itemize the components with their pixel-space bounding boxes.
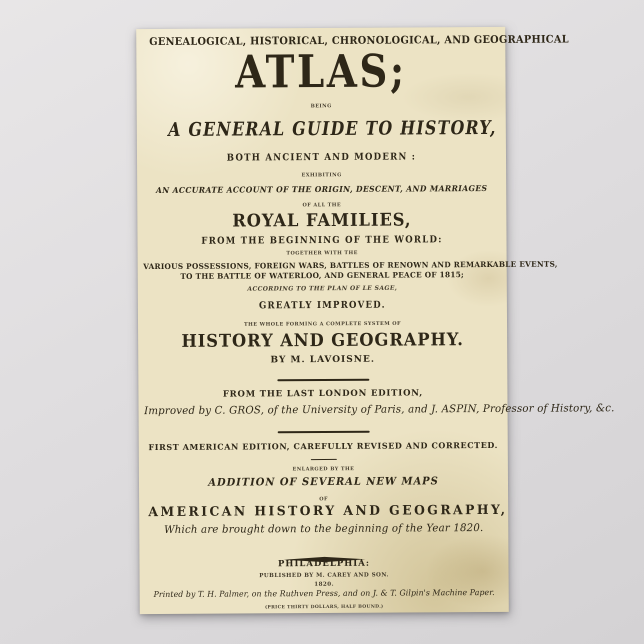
subtitle: A GENERAL GUIDE TO HISTORY,	[168, 116, 497, 141]
london-edition-line: FROM THE LAST LONDON EDITION,	[222, 388, 424, 400]
account-line: AN ACCURATE ACCOUNT OF THE ORIGIN, DESCENT, AND MARRIAGES	[155, 182, 488, 196]
greatly-improved-line: GREATLY IMPROVED.	[258, 299, 386, 312]
american-history-line: AMERICAN HISTORY AND GEOGRAPHY,	[148, 502, 508, 521]
city-line: PHILADELPHIA:	[277, 558, 370, 570]
of-all-the-line: OF ALL THE	[302, 202, 342, 209]
enlarged-line: ENLARGED BY THE	[292, 466, 355, 473]
main-title: ATLAS;	[234, 44, 407, 99]
divider-rule-top	[277, 379, 369, 382]
year-line: 1820.	[314, 581, 334, 588]
divider-rule-middle	[277, 431, 369, 434]
american-edition-line: FIRST AMERICAN EDITION, CAREFULLY REVISED AND CORRECTED.	[148, 439, 499, 453]
divider-rule-short	[310, 459, 336, 461]
possessions-line-2: TO THE BATTLE OF WATERLOO, AND GENERAL PEACE OF 1815;	[180, 270, 465, 281]
royal-families-line: ROYAL FAMILIES,	[232, 210, 412, 232]
price-line: (PRICE THIRTY DOLLARS, HALF BOUND.)	[264, 604, 384, 610]
brought-down-line: Which are brought down to the beginning of the Year 1820.	[164, 522, 484, 536]
of-line: OF	[319, 496, 328, 502]
beginning-line: FROM THE BEGINNING OF THE WORLD:	[201, 234, 443, 247]
printer-line: Printed by T. H. Palmer, on the Ruthven Press, and on J. & T. Gilpin's Machine Paper.	[153, 587, 495, 600]
ancient-modern-line: BOTH ANCIENT AND MODERN :	[226, 151, 417, 164]
possessions-line-1: VARIOUS POSSESSIONS, FOREIGN WARS, BATTLES OF RENOWN AND REMARKABLE EVENTS,	[143, 259, 558, 272]
being-line: BEING	[310, 103, 332, 110]
by-lavoisne-line: BY M. LAVOISNE.	[270, 354, 376, 366]
le-sage-line: ACCORDING TO THE PLAN OF LE SAGE,	[247, 284, 398, 293]
improved-by-line: Improved by C. GROS, of the University of Paris, and J. ASPIN, Professor of History, &c.	[144, 402, 615, 418]
together-line: TOGETHER WITH THE	[286, 250, 358, 257]
publisher-line: PUBLISHED BY M. CAREY AND SON.	[259, 571, 389, 579]
header-line: GENEALOGICAL, HISTORICAL, CHRONOLOGICAL, AND GEOGRAPHICAL	[149, 33, 569, 49]
atlas-title-page-poster	[136, 27, 615, 614]
exhibiting-line: EXHIBITING	[301, 172, 342, 179]
whole-forming-line: THE WHOLE FORMING A COMPLETE SYSTEM OF	[244, 320, 401, 328]
addition-line: ADDITION OF SEVERAL NEW MAPS	[208, 475, 439, 489]
history-geography-line: HISTORY AND GEOGRAPHY.	[181, 330, 464, 352]
